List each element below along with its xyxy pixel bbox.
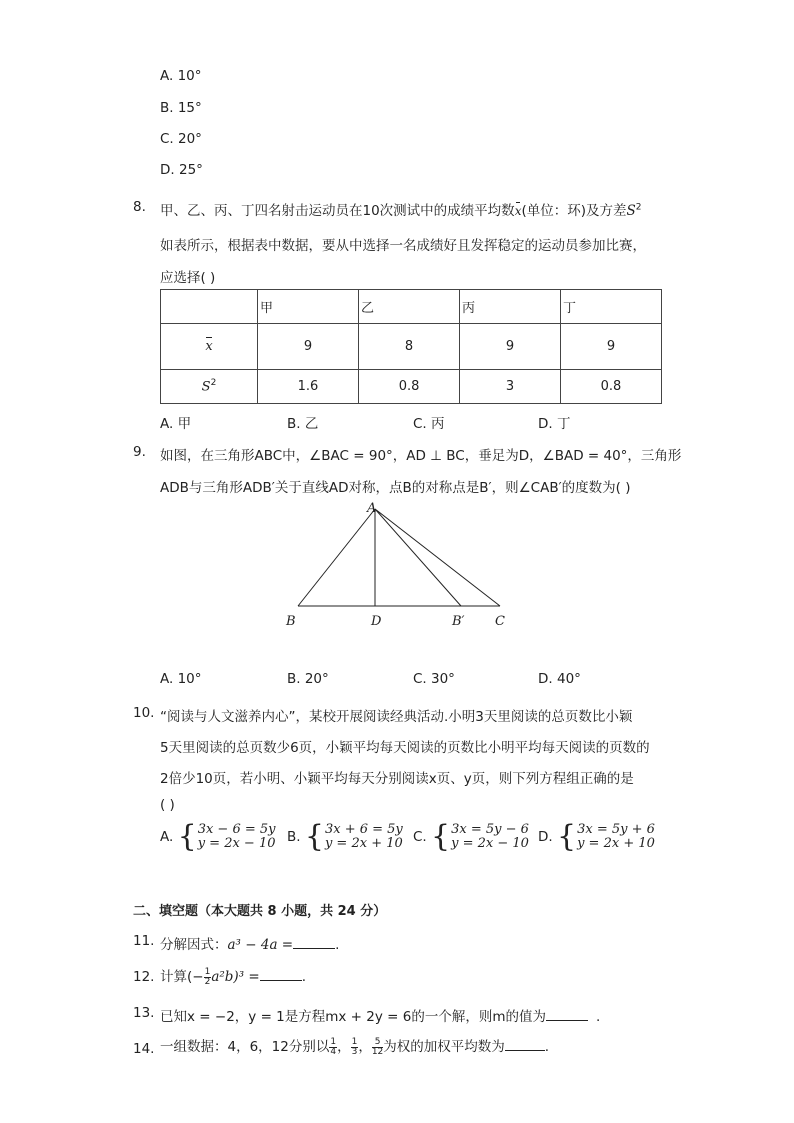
table-cell: 8: [359, 324, 460, 370]
segment-ac: [375, 509, 500, 606]
q8-table: [160, 289, 662, 404]
q9-option-c: C. 30°: [413, 671, 455, 687]
q11-line: 分解因式：a³ − 4a = .: [160, 937, 340, 953]
q8-option-d: D. 丁: [538, 416, 571, 432]
table-header-yi: 乙: [359, 290, 460, 324]
table-header-row: [161, 290, 662, 324]
section-heading: 二、填空题（本大题共 8 小题，共 24 分）: [133, 904, 387, 919]
q10-option-d: D. { 3x = 5y + 6 y = 2x + 10: [538, 819, 655, 854]
table-cell: 9: [560, 324, 661, 370]
fraction: $\frac{1}{2}$: [204, 966, 211, 987]
q9-number: 9.: [133, 444, 146, 460]
q7-option-a: A. 10°: [160, 68, 202, 84]
q7-option-c: C. 20°: [160, 131, 202, 147]
answer-blank: [293, 935, 335, 949]
q10-line-1: “阅读与人文滋养内心”，某校开展阅读经典活动.小明3天里阅读的总页数比小颖: [160, 709, 633, 725]
q13-line: 已知x = −2，y = 1是方程mx + 2y = 6的一个解，则m的值为 .: [160, 1009, 601, 1025]
q8-line-2: 如表所示，根据表中数据，要从中选择一名成绩好且发挥稳定的运动员参加比赛，: [160, 238, 646, 254]
q10-number: 10.: [133, 705, 155, 721]
q10-line-2: 5天里阅读的总页数少6页，小颖平均每天阅读的页数比小明平均每天阅读的页数的: [160, 740, 650, 756]
q9-option-a: A. 10°: [160, 671, 202, 687]
q12-line: 计算(− $\frac{1}{2}$ a²b)³ = .: [160, 966, 307, 987]
point-label-b: B: [286, 614, 296, 629]
point-label-c: C: [495, 614, 505, 629]
q9-line-1: 如图，在三角形ABC中，∠BAC = 90°，AD ⊥ BC，垂足为D，∠BAD = 40°，三角形: [160, 448, 682, 464]
fraction: $\frac{1}{4}$: [330, 1036, 337, 1057]
q14-line: 一组数据：4，6，12分别以 $\frac{1}{4}$ ， $\frac{1}{3}$ ， $\frac{5}{12}$ 为权的加权平均数为 .: [160, 1036, 550, 1057]
point-label-bprime: B′: [452, 614, 465, 629]
q11-number: 11.: [133, 933, 155, 949]
q10-line-4: ( ): [160, 797, 175, 813]
q8-option-a: A. 甲: [160, 416, 192, 432]
q12-number: 12.: [133, 969, 155, 985]
table-cell: 9: [460, 324, 561, 370]
table-row-mean: [161, 324, 662, 370]
answer-blank: [260, 967, 302, 981]
table-corner-cell: [161, 290, 258, 324]
answer-blank: [546, 1007, 588, 1021]
fraction: $\frac{5}{12}$: [371, 1036, 384, 1057]
q8-number: 8.: [133, 199, 146, 215]
table-header-ding: 丁: [560, 290, 661, 324]
q8-line-1: [160, 199, 642, 219]
table-cell: 3: [460, 370, 561, 404]
q9-option-d: D. 40°: [538, 671, 581, 687]
table-cell: 1.6: [257, 370, 358, 404]
table-row-variance: [161, 370, 662, 404]
fraction: $\frac{1}{3}$: [351, 1036, 358, 1057]
table-header-bing: 丙: [460, 290, 561, 324]
superscript-2: 2: [635, 202, 642, 213]
table-cell: 0.8: [359, 370, 460, 404]
segment-ab: [298, 509, 375, 606]
q10-line-3: 2倍少10页，若小明、小颖平均每天分别阅读x页、y页，则下列方程组正确的是: [160, 771, 634, 787]
segment-abprime: [375, 509, 461, 606]
q7-option-d: D. 25°: [160, 162, 203, 178]
table-header-jia: 甲: [257, 290, 358, 324]
q10-option-c: C. { 3x = 5y − 6 y = 2x − 10: [413, 819, 529, 854]
table-row-label-mean: x: [161, 324, 258, 370]
x-bar-symbol: x: [514, 204, 522, 218]
variance-symbol: S: [626, 203, 636, 219]
answer-blank: [505, 1037, 545, 1051]
q8-option-c: C. 丙: [413, 416, 445, 432]
q8-option-b: B. 乙: [287, 416, 319, 432]
point-label-a: A: [367, 501, 377, 516]
q7-option-b: B. 15°: [160, 100, 202, 116]
q9-option-b: B. 20°: [287, 671, 329, 687]
table-cell: 0.8: [560, 370, 661, 404]
q13-number: 13.: [133, 1005, 155, 1021]
q8-line-1-a: 甲、乙、丙、丁四名射击运动员在10次测试中的成绩平均数: [160, 203, 515, 219]
point-label-d: D: [371, 614, 382, 629]
q8-line-3: 应选择( ): [160, 270, 216, 286]
table-cell: 9: [257, 324, 358, 370]
q8-line-1-b: (单位：环)及方差: [521, 203, 627, 219]
q9-triangle-figure: [280, 498, 520, 633]
q9-line-2: ADB与三角形ADB′关于直线AD对称，点B的对称点是B′，则∠CAB′的度数为( ): [160, 480, 631, 496]
table-row-label-variance: $S^2$: [161, 370, 258, 404]
q14-number: 14.: [133, 1041, 155, 1057]
q10-option-a: A. { 3x − 6 = 5y y = 2x − 10: [160, 819, 276, 854]
q10-option-b: B. { 3x + 6 = 5y y = 2x + 10: [287, 819, 403, 854]
